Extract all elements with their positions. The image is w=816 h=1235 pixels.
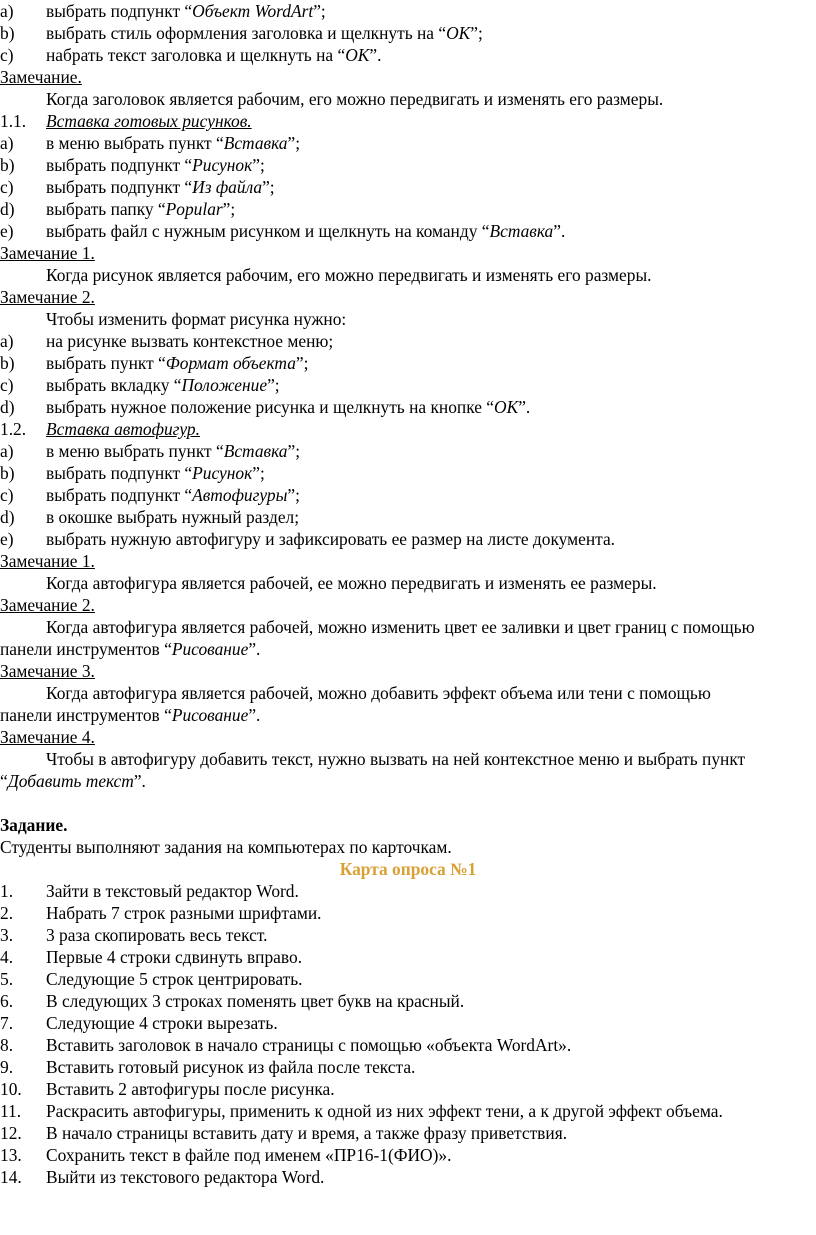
card-task-item [0,1122,816,1144]
note-text: Когда заголовок является рабочим, его можно передвигать и изменять его размеры. [46,89,664,109]
list-item: e) выбрать файл с нужным рисунком и щелкнуть на команду “Вставка”. [0,221,566,241]
note-label: Замечание 2. [0,595,95,615]
note-text-continued: “Добавить текст”. [0,771,146,791]
note-label: Замечание 3. [0,661,95,681]
list-item: e) выбрать нужную автофигуру и зафиксировать ее размер на листе документа. [0,529,616,549]
section-heading: 1.2. Вставка автофигур. [0,419,200,439]
note-text: Чтобы в автофигуру добавить текст, нужно вызвать на ней контекстное меню и выбрать пункт [46,749,746,769]
wordart-steps [0,0,816,66]
card-task-text: Вставить заголовок в начало страницы с помощью «объекта WordArt». [46,1035,572,1055]
card-task-text: Раскрасить автофигуры, применить к одной из них эффект тени, а к другой эффект объема. [46,1101,723,1121]
autoshape-steps [0,440,816,550]
card-task-text: Сохранить текст в файле под именем «ПР16-1(ФИО)». [46,1145,452,1165]
note-text: Когда автофигура является рабочей, ее можно передвигать и изменять ее размеры. [46,573,657,593]
card-task-item [0,1078,816,1100]
note-text-continued: панели инструментов “Рисование”. [0,705,261,725]
card-task-number: 6. [0,991,14,1011]
list-marker: b) [0,23,15,43]
card-task-text: Набрать 7 строк разными шрифтами. [46,903,322,923]
note-label: Замечание 4. [0,727,95,747]
list-item: b) выбрать подпункт “Рисунок”; [0,155,265,175]
list-item: a) в меню выбрать пункт “Вставка”; [0,133,301,153]
list-item: d) выбрать папку “Popular”; [0,199,236,219]
card-task-number: 12. [0,1123,22,1143]
note-text: Чтобы изменить формат рисунка нужно: [46,309,347,329]
card-task-number: 4. [0,947,14,967]
card-task-item [0,902,816,924]
list-marker: a) [0,1,14,21]
card-task-number: 3. [0,925,14,945]
card-task-number: 10. [0,1079,22,1099]
note-label: Замечание 1. [0,243,95,263]
card-task-text: В следующих 3 строках поменять цвет букв на красный. [46,991,465,1011]
card-task-text: Первые 4 строки сдвинуть вправо. [46,947,303,967]
card-task-item [0,1056,816,1078]
pictures-steps [0,132,816,242]
card-task-number: 11. [0,1101,22,1121]
card-title: Карта опроса №1 [339,859,477,879]
card-task-text: Следующие 4 строки вырезать. [46,1013,278,1033]
list-item: a) на рисунке вызвать контекстное меню; [0,331,334,351]
card-task-item [0,1034,816,1056]
card-task-item [0,946,816,968]
note-label: Замечание 1. [0,551,95,571]
card-task-number: 1. [0,881,14,901]
card-task-item [0,990,816,1012]
card-task-item [0,924,816,946]
card-task-text: 3 раза скопировать весь текст. [46,925,268,945]
note-text: Когда автофигура является рабочей, можно добавить эффект объема или тени с помощью [46,683,711,703]
list-item: a) выбрать подпункт “Объект WordArt”; [0,1,326,21]
card-task-text: Зайти в текстовый редактор Word. [46,881,299,901]
list-item: c) набрать текст заголовка и щелкнуть на “OK”. [0,45,382,65]
task-text: Студенты выполняют задания на компьютерах по карточкам. [0,837,452,857]
note-label: Замечание 2. [0,287,95,307]
card-task-item [0,1012,816,1034]
card-task-number: 13. [0,1145,22,1165]
card-task-item [0,968,816,990]
list-item: b) выбрать пункт “Формат объекта”; [0,353,309,373]
card-task-item [0,1100,816,1122]
list-item: d) выбрать нужное положение рисунка и щелкнуть на кнопке “OK”. [0,397,531,417]
card-task-number: 2. [0,903,14,923]
note-text: Когда автофигура является рабочей, можно изменить цвет ее заливки и цвет границ с помощью [46,617,755,637]
note-label: Замечание. [0,67,82,87]
card-task-text: В начало страницы вставить дату и время, а также фразу приветствия. [46,1123,568,1143]
note-text-continued: панели инструментов “Рисование”. [0,639,261,659]
card-task-text: Следующие 5 строк центрировать. [46,969,303,989]
card-task-item [0,1166,816,1188]
format-steps [0,330,816,418]
list-item: c) выбрать подпункт “Из файла”; [0,177,275,197]
card-task-text: Выйти из текстового редактора Word. [46,1167,325,1187]
card-task-number: 9. [0,1057,14,1077]
card-task-text: Вставить готовый рисунок из файла после текста. [46,1057,416,1077]
card-task-number: 7. [0,1013,14,1033]
card-task-number: 14. [0,1167,22,1187]
card-task-item [0,880,816,902]
note-text: Когда рисунок является рабочим, его можно передвигать и изменять его размеры. [46,265,652,285]
list-item: d) в окошке выбрать нужный раздел; [0,507,300,527]
list-item: b) выбрать подпункт “Рисунок”; [0,463,265,483]
task-heading: Задание. [0,815,68,835]
list-item: a) в меню выбрать пункт “Вставка”; [0,441,301,461]
blank-line [0,792,816,814]
card-task-item [0,1144,816,1166]
card-task-list [0,880,816,1188]
card-task-text: Вставить 2 автофигуры после рисунка. [46,1079,335,1099]
list-item: b) выбрать стиль оформления заголовка и щелкнуть на “OK”; [0,23,483,43]
card-task-number: 8. [0,1035,14,1055]
list-item: c) выбрать вкладку “Положение”; [0,375,280,395]
list-marker: c) [0,45,14,65]
card-task-number: 5. [0,969,14,989]
list-item: c) выбрать подпункт “Автофигуры”; [0,485,300,505]
section-heading: 1.1. Вставка готовых рисунков. [0,111,252,131]
